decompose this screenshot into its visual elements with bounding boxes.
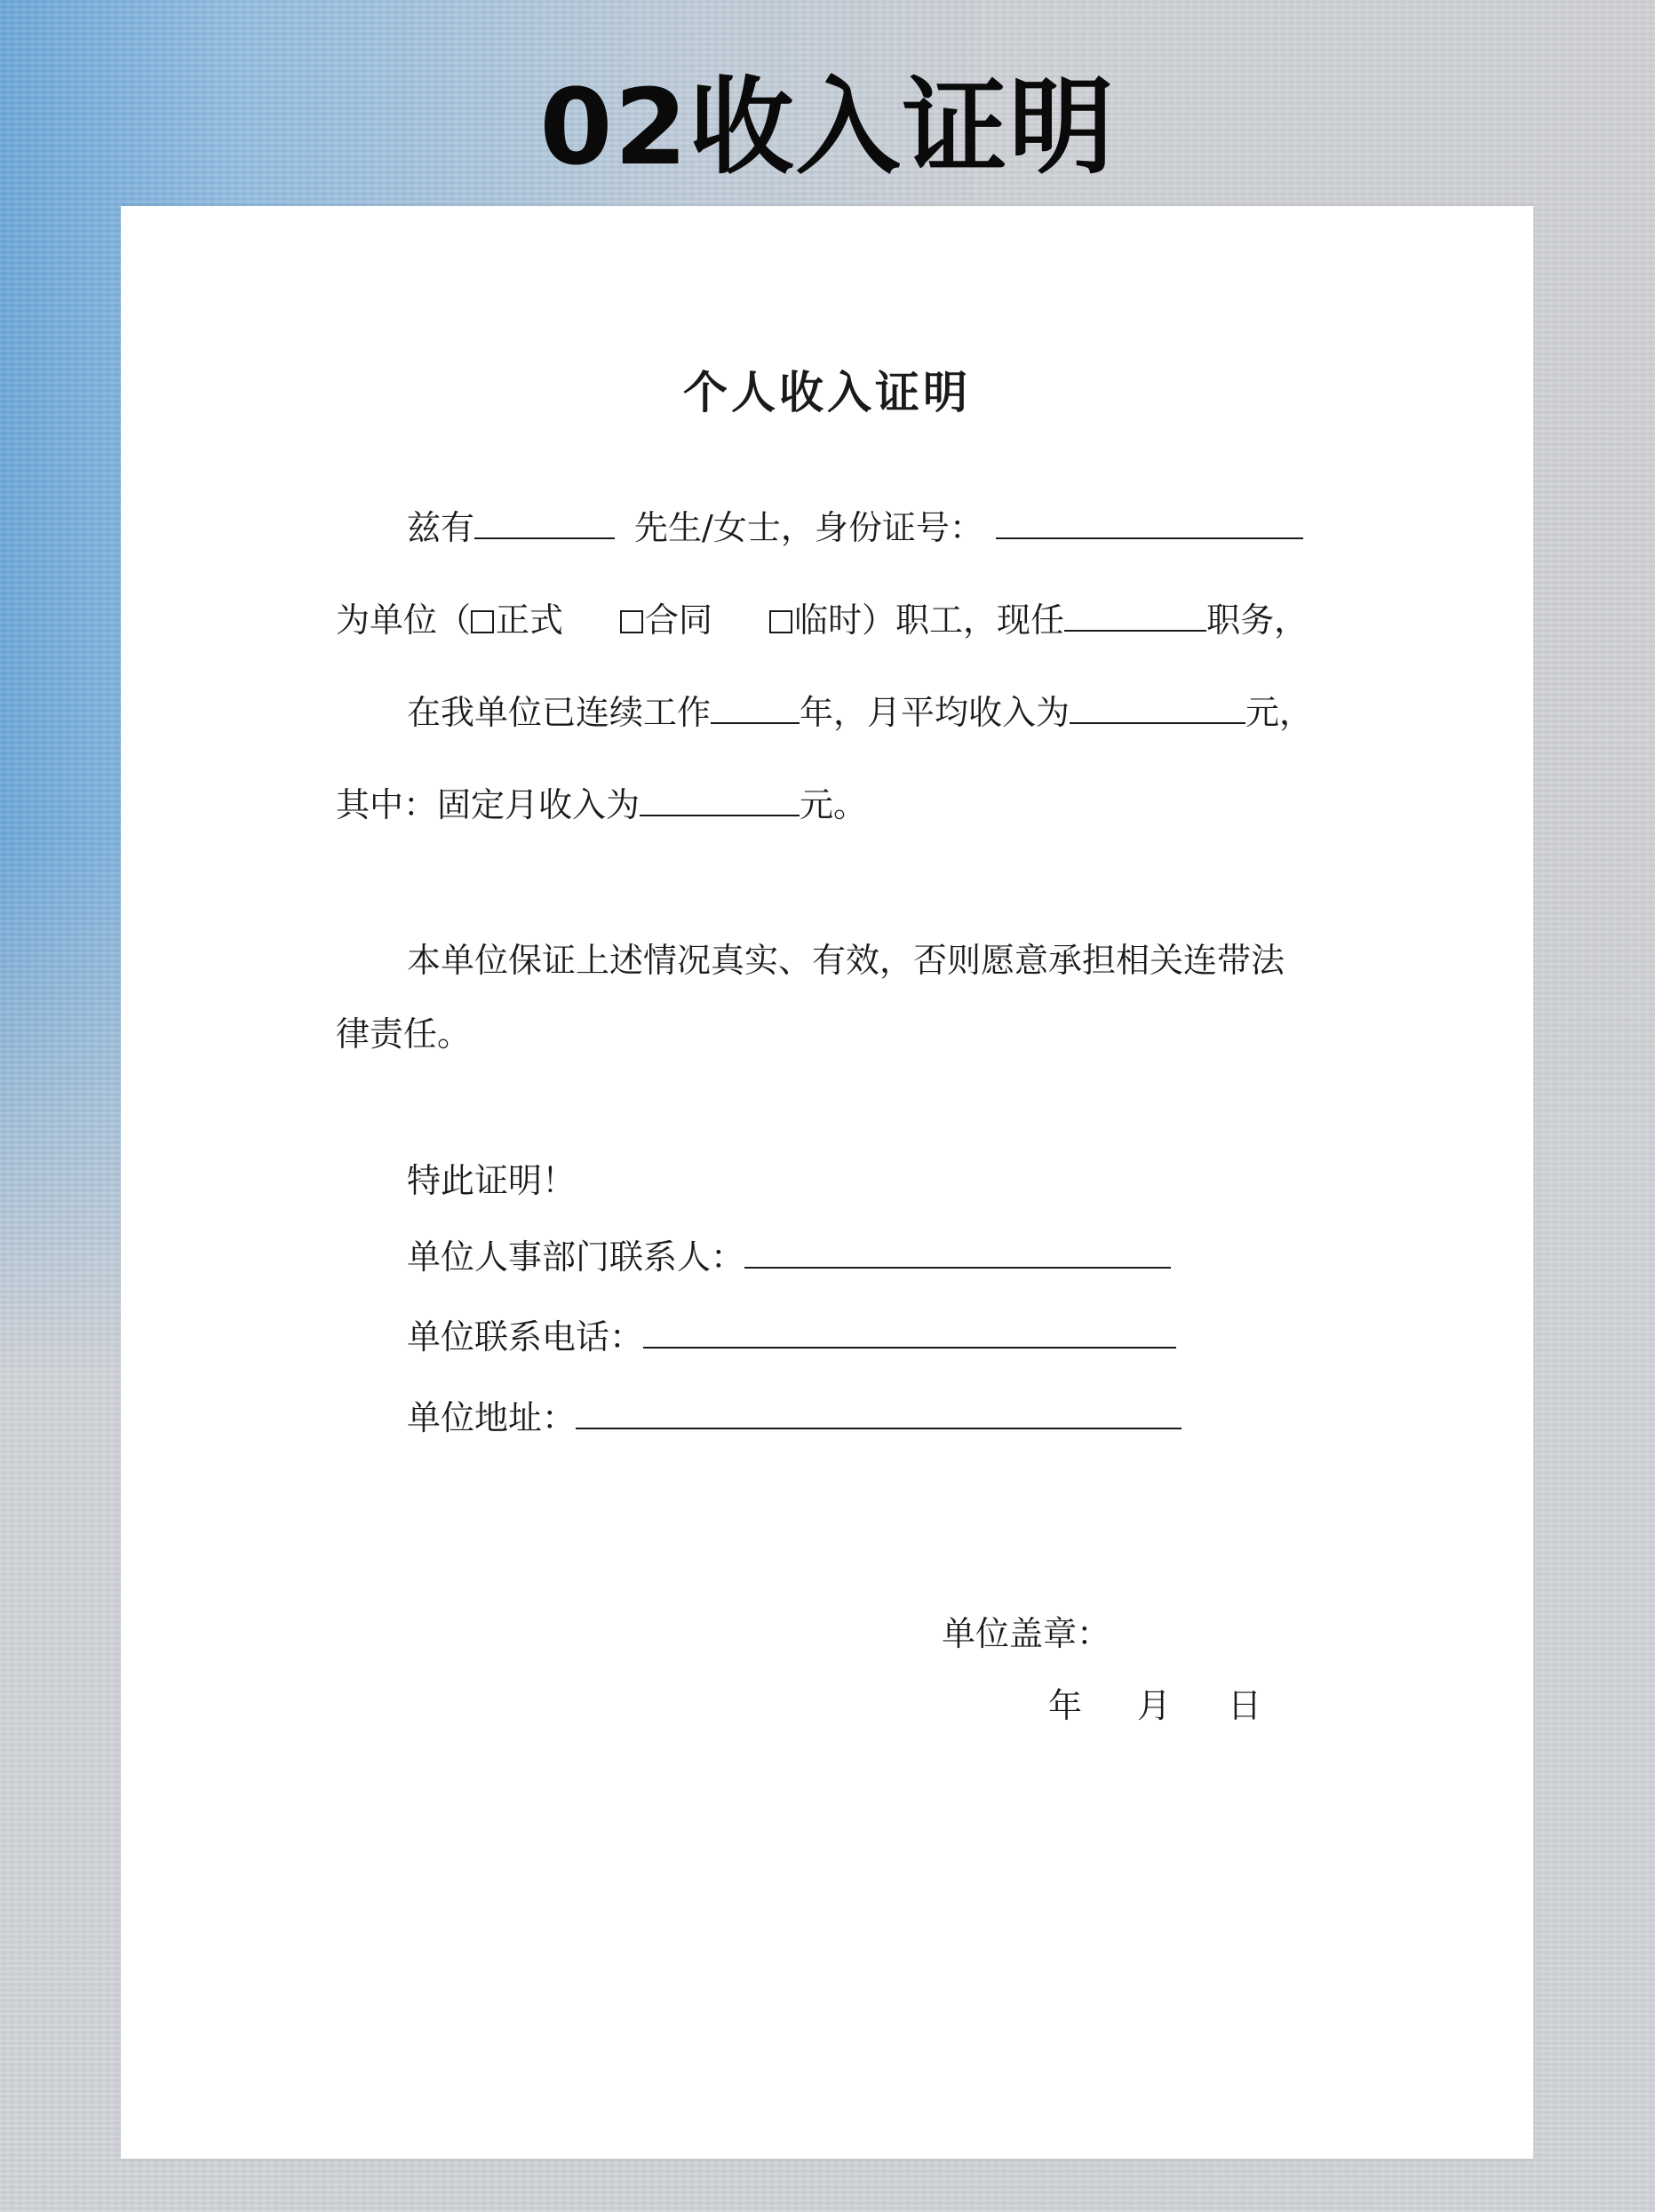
seal-label: 单位盖章：	[942, 1614, 1111, 1653]
document-title: 个人收入证明	[683, 366, 971, 418]
formal-label: 正式	[496, 601, 564, 640]
contract-label: 合同	[645, 601, 713, 640]
text-lianxu: 在我单位已连续工作	[407, 693, 712, 732]
text-weidanwei: 为单位（	[336, 601, 472, 640]
text-yuan-end: 元。	[800, 785, 868, 824]
text-xiansheng: 先生/女士，身份证号：	[634, 508, 983, 547]
text-nian: 年，月平均收入为	[800, 693, 1070, 732]
address-line	[407, 1392, 1182, 1442]
hr-contact-blank[interactable]	[744, 1231, 1171, 1269]
text-zhiwu: 职务，	[1206, 601, 1309, 640]
employment-type-line	[336, 594, 1308, 644]
text-guding: 其中：固定月收入为	[336, 785, 641, 824]
address-blank[interactable]	[576, 1392, 1182, 1429]
tenure-income-line	[407, 687, 1313, 736]
fixed-income-blank[interactable]	[640, 779, 800, 816]
fixed-income-line	[336, 779, 867, 829]
contract-checkbox[interactable]	[620, 610, 643, 633]
name-id-line	[407, 502, 1303, 552]
temporary-checkbox[interactable]	[769, 610, 792, 633]
date-month: 月	[1137, 1686, 1172, 1725]
phone-blank[interactable]	[643, 1311, 1176, 1349]
temporary-label: 临时）职工，现任	[794, 601, 1065, 640]
monthly-income-blank[interactable]	[1070, 687, 1245, 724]
id-number-blank[interactable]	[996, 502, 1303, 539]
text-yuan: 元，	[1245, 693, 1314, 732]
text-ziyou: 兹有	[407, 508, 475, 547]
date-day: 日	[1228, 1686, 1262, 1725]
phone-line	[407, 1311, 1176, 1361]
guarantee-line-2: 律责任。	[336, 1014, 472, 1054]
name-blank[interactable]	[474, 502, 615, 539]
certify-text: 特此证明！	[407, 1161, 577, 1200]
address-label: 单位地址：	[407, 1398, 577, 1437]
banner-title: 02收入证明	[539, 66, 1116, 188]
guarantee-line-1: 本单位保证上述情况真实、有效，否则愿意承担相关连带法	[407, 941, 1285, 980]
date-line	[1048, 1682, 1261, 1730]
certificate-document	[121, 206, 1533, 2159]
position-blank[interactable]	[1064, 594, 1206, 632]
hr-contact-label: 单位人事部门联系人：	[407, 1237, 745, 1277]
date-year: 年	[1048, 1686, 1083, 1725]
formal-checkbox[interactable]	[471, 610, 494, 633]
years-blank[interactable]	[711, 687, 800, 724]
hr-contact-line	[407, 1231, 1171, 1281]
phone-label: 单位联系电话：	[407, 1317, 644, 1357]
